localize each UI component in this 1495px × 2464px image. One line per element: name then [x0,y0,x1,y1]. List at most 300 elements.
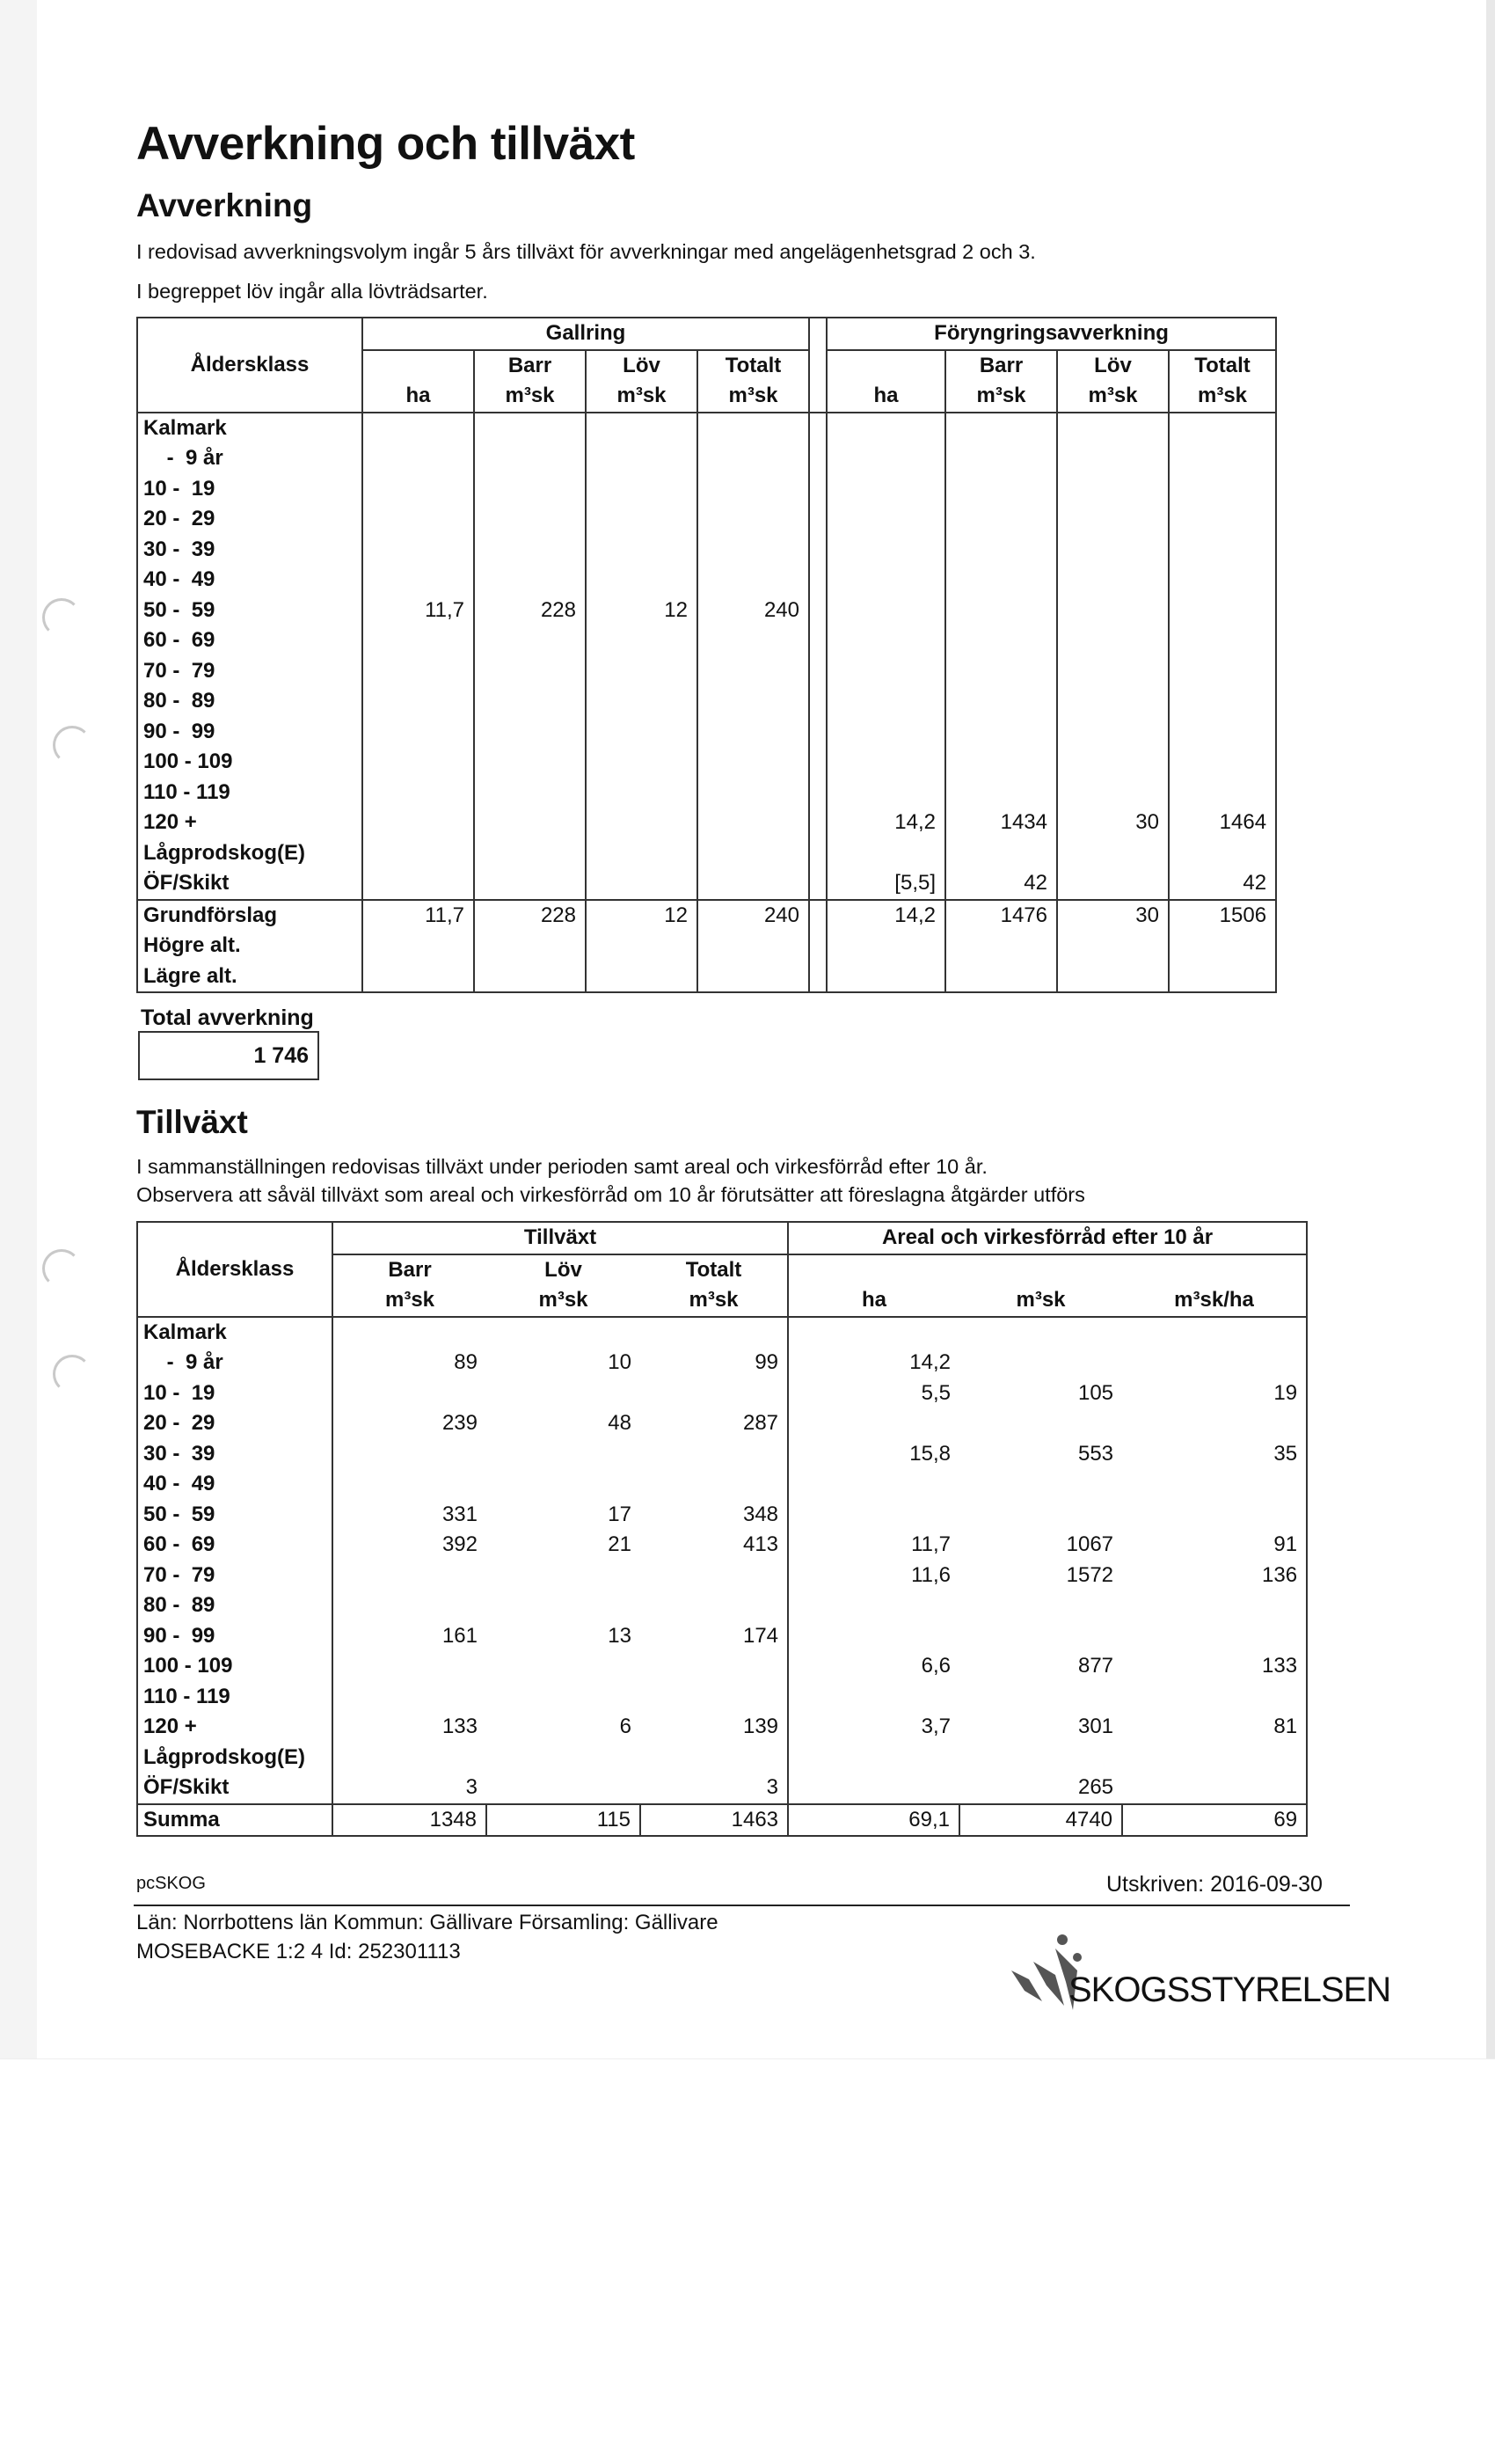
table-cell [1057,625,1169,656]
table-cell: 12 [586,596,697,626]
table-cell: 1572 [1066,1562,1114,1587]
table-cell [827,443,945,474]
sum-cell: 69 [1122,1804,1307,1837]
row-label: 120 + [137,808,362,838]
table-cell: 15,8 [788,1439,959,1470]
table-cell [486,1317,640,1349]
row-label: 10 - 19 [137,474,362,505]
table-cell [640,1743,788,1773]
col-header-totalt: Totalt [1169,350,1276,382]
avverkning-table [136,317,1277,993]
table-cell: 228 [474,900,586,932]
table-cell [362,747,474,778]
table-cell [586,838,697,869]
table-cell [332,1317,486,1349]
table-cell [640,1317,788,1349]
table-cell: 14,2 [788,1348,959,1378]
sum-cell: 1463 [640,1804,788,1837]
unit-m3sk: m³sk [586,381,697,413]
table-cell [586,474,697,505]
unit-m3sk: m³sk [640,1285,788,1317]
table-row [137,565,1276,596]
sum-cell: 115 [486,1804,640,1837]
table-cell [332,1378,486,1409]
table-cell [788,1773,959,1804]
table-cell: 174 [742,1623,779,1648]
table-cell [486,1469,640,1500]
table-row [137,931,1276,961]
table-cell: 12 [586,900,697,932]
row-label: Kalmark [137,413,362,444]
table-cell: 89 [332,1348,486,1378]
table-cell: 1434 [945,808,1057,838]
page-title: Avverkning och tillväxt [136,118,635,170]
table-cell: 81 [1122,1712,1307,1743]
col-header-barr: Barr [945,350,1057,382]
unit-m3sk: m³sk [486,1285,640,1317]
table-cell [1169,717,1276,748]
unit-ha: ha [788,1285,959,1317]
table-cell: 413 [742,1532,779,1557]
table-cell [827,413,945,444]
table-cell [586,565,697,596]
group-header-gallring: Gallring [362,318,809,350]
scan-edge-right [1486,0,1495,2058]
table-cell [362,474,474,505]
table-row [137,596,1276,626]
table-cell [640,1561,788,1591]
table-cell [697,838,809,869]
table-cell [1169,535,1276,566]
table-row [137,1651,1307,1682]
footer-property: MOSEBACKE 1:2 4 Id: 252301113 [136,1940,461,1963]
gap-cell [809,838,827,869]
table-row [137,1712,1307,1743]
col-header-totalt: Totalt [685,1257,742,1282]
table-cell [474,868,586,900]
table-cell [362,868,474,900]
avverkning-note-1: I redovisad avverkningsvolym ingår 5 års tillväxt för avverkningar med angelägenhetsgrad 2 och 3. [136,240,1036,263]
col-header-totalt: Totalt [697,350,809,382]
table-row [137,656,1276,687]
table-cell [1057,474,1169,505]
table-cell [1057,656,1169,687]
unit-m3sk: m³sk [1169,381,1276,413]
table-cell [697,443,809,474]
table-cell [959,1500,1122,1531]
table-cell [827,535,945,566]
table-cell: 21 [608,1532,631,1557]
table-cell: 265 [1077,1775,1114,1800]
table-cell [474,778,586,808]
row-label: 80 - 89 [137,1590,332,1621]
table-cell: 42 [945,868,1057,900]
table-cell: 91 [1122,1530,1307,1561]
gap-cell [809,413,827,444]
table-cell [362,413,474,444]
table-cell [586,413,697,444]
table-cell: 11,7 [362,900,474,932]
gap-cell [809,596,827,626]
table-cell [586,931,697,961]
row-label: ÖF/Skikt [137,1773,332,1804]
table-cell [1122,1621,1307,1652]
gap-cell [809,443,827,474]
table-cell [474,931,586,961]
row-label: Kalmark [137,1317,332,1349]
table-row [137,1317,1307,1349]
table-cell: 11,6 [788,1561,959,1591]
gap-cell [809,808,827,838]
table-cell [586,443,697,474]
col-header-alder: Åldersklass [137,350,362,382]
row-label: ÖF/Skikt [137,868,362,900]
table-cell [1057,868,1169,900]
gap-cell [809,504,827,535]
unit-m3sk: m³sk [332,1285,486,1317]
gap-cell [809,535,827,566]
table-cell [474,656,586,687]
gap-cell [809,931,827,961]
unit-m3sk: m³sk [1057,381,1169,413]
unit-m3sk: m³sk [959,1285,1122,1317]
table-cell [788,1743,959,1773]
scan-blank-area [0,2058,1495,2464]
gap-cell [809,350,827,382]
table-row [137,1408,1307,1439]
table-cell [788,1469,959,1500]
table-cell [586,808,697,838]
gap-cell [809,686,827,717]
table-cell [959,1621,1122,1652]
table-cell: 35 [1122,1439,1307,1470]
table-cell [362,625,474,656]
table-cell [697,808,809,838]
table-cell [788,1590,959,1621]
table-cell: 1506 [1169,900,1276,932]
table-cell [474,535,586,566]
table-cell [945,931,1057,961]
table-cell [827,747,945,778]
table-cell [1057,413,1169,444]
table-cell [1122,1682,1307,1713]
table-cell [1169,656,1276,687]
gap-cell [809,717,827,748]
col-header-lov: Löv [1057,350,1169,382]
header-cell [362,350,474,382]
table-cell [362,778,474,808]
table-cell [1057,596,1169,626]
table-cell [959,1743,1122,1773]
table-cell [362,686,474,717]
table-cell [486,1682,640,1713]
table-cell: 17 [608,1502,631,1526]
table-cell [959,1469,1122,1500]
table-cell [697,656,809,687]
table-cell [697,413,809,444]
table-cell [959,1590,1122,1621]
table-row [137,1621,1307,1652]
sum-cell: 69,1 [788,1804,959,1837]
table-cell [827,931,945,961]
row-label: - 9 år [137,443,362,474]
table-cell [945,535,1057,566]
table-row [137,1530,1307,1561]
table-cell [959,1317,1122,1349]
row-label: 60 - 69 [137,1530,332,1561]
table-cell [697,565,809,596]
table-row [137,1500,1307,1531]
table-cell [332,1743,486,1773]
table-cell [474,747,586,778]
table-cell [474,961,586,993]
table-cell: 136 [1122,1561,1307,1591]
table-cell [1169,778,1276,808]
table-cell [474,838,586,869]
program-name: pcSKOG [136,1874,206,1893]
logo-text: SKOGSSTYRELSEN [1068,1970,1391,2009]
table-row [137,1773,1307,1804]
row-label: 120 + [137,1712,332,1743]
row-label: Högre alt. [137,931,362,961]
table-cell [1169,413,1276,444]
table-cell [827,961,945,993]
table-row [137,1439,1307,1470]
table-cell: 301 [1077,1715,1114,1739]
table-cell [945,596,1057,626]
row-label: 90 - 99 [137,717,362,748]
table-cell [945,565,1057,596]
table-row [137,1348,1307,1378]
table-cell: 239 [332,1408,486,1439]
table-cell: 240 [697,900,809,932]
table-cell [362,535,474,566]
table-cell [474,474,586,505]
table-row [137,838,1276,869]
table-cell [640,1651,788,1682]
group-header-foryngring: Föryngringsavverkning [827,318,1276,350]
table-cell [640,1682,788,1713]
table-cell [586,686,697,717]
table-cell [332,1469,486,1500]
table-cell: 14,2 [894,810,936,835]
row-label: 110 - 119 [137,1682,332,1713]
table-row [137,535,1276,566]
table-cell [697,868,809,900]
table-cell [827,778,945,808]
table-cell: 48 [608,1411,631,1436]
sum-row [137,1804,1307,1837]
table-cell: 13 [608,1623,631,1648]
gap-cell [809,474,827,505]
table-cell [1057,565,1169,596]
table-cell [586,868,697,900]
table-cell [1122,1590,1307,1621]
col-header-barr: Barr [474,350,586,382]
table-row [137,1590,1307,1621]
row-label: Lägre alt. [137,961,362,993]
table-row [137,808,1276,838]
table-cell [332,1682,486,1713]
table-cell [362,961,474,993]
table-cell [474,504,586,535]
table-cell [474,717,586,748]
table-cell [697,961,809,993]
table-cell [1169,838,1276,869]
table-cell [586,535,697,566]
table-cell: 10 [608,1350,631,1375]
table-cell: 105 [1077,1380,1114,1405]
table-row [137,747,1276,778]
printed-date: Utskriven: 2016-09-30 [1106,1872,1323,1897]
table-cell [1122,1348,1307,1378]
table-cell: 553 [1077,1441,1114,1466]
avverkning-heading: Avverkning [136,187,313,223]
row-label: 70 - 79 [137,656,362,687]
table-row [137,1561,1307,1591]
table-cell [1122,1317,1307,1349]
table-cell [1057,838,1169,869]
table-cell [1169,474,1276,505]
table-cell [486,1773,640,1804]
table-cell: 877 [1077,1654,1114,1678]
table-cell [945,686,1057,717]
table-cell [1169,747,1276,778]
header-cell [137,1285,332,1317]
table-cell: 3 [766,1775,779,1800]
table-cell [827,717,945,748]
table-row [137,868,1276,900]
gap-cell [809,868,827,900]
table-cell [1122,1773,1307,1804]
footer-location: Län: Norrbottens län Kommun: Gällivare Församling: Gällivare [136,1911,718,1934]
table-row [137,625,1276,656]
row-label: 20 - 29 [137,1408,332,1439]
table-cell: [5,5] [827,868,945,900]
row-label: 100 - 109 [137,1651,332,1682]
row-label: 110 - 119 [137,778,362,808]
table-cell [945,656,1057,687]
unit-ha: ha [827,381,945,413]
table-cell [362,504,474,535]
row-label: 90 - 99 [137,1621,332,1652]
table-row [137,443,1276,474]
row-label: 70 - 79 [137,1561,332,1591]
table-cell: 99 [755,1350,779,1375]
avverkning-note-2: I begreppet löv ingår alla lövträdsarter. [136,280,488,303]
table-cell [486,1561,640,1591]
row-label: 50 - 59 [137,596,362,626]
table-cell: 6 [619,1715,631,1739]
row-label: Grundförslag [137,900,362,932]
table-cell [486,1378,640,1409]
table-cell [788,1317,959,1349]
tillvaxt-note-1: I sammanställningen redovisas tillväxt under perioden samt areal och virkesförråd efter 10 år. [136,1155,988,1178]
table-cell [1057,686,1169,717]
table-cell [945,747,1057,778]
table-cell [788,1621,959,1652]
gap-cell [809,656,827,687]
table-cell [640,1590,788,1621]
table-cell: 348 [742,1502,779,1526]
table-cell: 287 [742,1411,779,1436]
col-header-barr: Barr [332,1254,486,1286]
table-cell [1057,504,1169,535]
table-row [137,961,1276,993]
punch-hole [53,726,91,764]
sum-cell: 4740 [959,1804,1122,1837]
gap-cell [809,961,827,993]
table-cell: 139 [742,1715,779,1739]
table-row [137,686,1276,717]
header-cell [137,1222,332,1254]
footer-divider [134,1905,1350,1906]
table-cell [1057,747,1169,778]
table-cell [362,838,474,869]
table-row [137,1743,1307,1773]
table-cell [640,1378,788,1409]
table-cell [362,443,474,474]
table-cell [827,838,945,869]
header-cell [137,318,362,350]
table-cell [1122,1500,1307,1531]
header-cell [137,381,362,413]
table-cell: 42 [1169,868,1276,900]
table-cell [1169,565,1276,596]
table-cell: 133 [1122,1651,1307,1682]
row-label: Lågprodskog(E) [137,838,362,869]
table-row [137,413,1276,444]
table-cell [1169,686,1276,717]
table-cell [362,565,474,596]
row-label: 80 - 89 [137,686,362,717]
table-cell [1122,1743,1307,1773]
table-row [137,474,1276,505]
tillvaxt-note-2: Observera att såväl tillväxt som areal och virkesförråd om 10 år förutsätter att föreslagna åtgärder utförs [136,1183,1085,1206]
table-cell [1057,931,1169,961]
table-cell: 3,7 [788,1712,959,1743]
table-cell [332,1590,486,1621]
col-header-lov: Löv [544,1257,582,1282]
gap-cell [809,900,827,932]
row-label: 60 - 69 [137,625,362,656]
table-cell [945,443,1057,474]
table-cell [959,1682,1122,1713]
table-cell [474,443,586,474]
table-cell [959,1348,1122,1378]
table-cell [1122,1469,1307,1500]
row-label: - 9 år [137,1348,332,1378]
table-cell [486,1651,640,1682]
unit-m3sk: m³sk [945,381,1057,413]
table-cell [827,686,945,717]
tillvaxt-table [136,1221,1308,1837]
table-cell [945,838,1057,869]
table-cell [697,686,809,717]
table-cell [697,474,809,505]
table-cell [474,686,586,717]
table-cell [827,625,945,656]
table-cell: 14,2 [894,903,936,927]
table-cell [1169,961,1276,993]
table-cell: 392 [332,1530,486,1561]
gap-cell [809,565,827,596]
unit-m3sk: m³sk [474,381,586,413]
table-cell [697,778,809,808]
table-row [137,778,1276,808]
table-cell [586,778,697,808]
table-cell [945,413,1057,444]
